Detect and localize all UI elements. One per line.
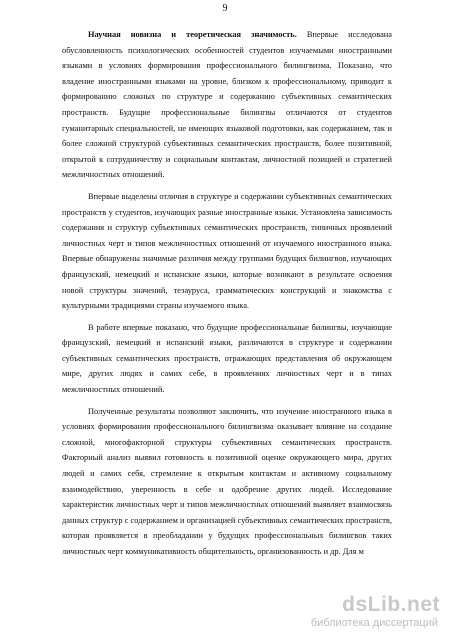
paragraph-3: В работе впервые показано, что будущие профессиональные билингвы, изучающие французский, немецкий и испанский языки, различаются в структуре и содержании субъективных семантических пространств, отражающих представления об окружающем мире, других людях и самих себе, в проявлениях личностных черт и в типах межличностных отношений. [62, 322, 392, 395]
paragraph-4: Полученные результаты позволяют заключить, что изучение иностранного языка в условиях формирования профессионального билингвизма оказывает влияние на создание сложной, многофакторной структуры субъективных семантических пространств. Факторный анализ выявил готовность к позитивной оценке окружающего мира, других людей и самих себя, стремление к открытым контактам и активному социальному взаимодействию, уверенность в себе и одобрение других людей. Исследование характеристик личностных черт и типов межличностных отношений выявляет взаимосвязь данных структур с содержанием и организацией субъективных семантических пространств, которая проявляется в преобладании у будущих профессиональных билингвов таких личностных черт коммуникативность общительность, организованность и др. Для м [62, 406, 392, 556]
document-body [62, 27, 392, 566]
paragraph-2: Впервые выделены отличия в структуре и содержании субъективных семантических пространств у студентов, изучающих разные иностранные языки. Установлена зависимость содержания и структур субъективных семантических пространств, типичных проявлений личностных черт и типов межличностных отношений от изучаемого иностранного языка. Впервые обнаружены значимые различия между группами будущих билингвов, изучающих французский, немецкий и испанские языки, которые возникают в результате освоения новой структуры значений, тезауруса, грамматических конструкций и знакомства с культурными традициями страны изучаемого языка. [62, 191, 392, 311]
section-lead-heading: Научная новизна и теоретическая значимость. [88, 30, 297, 39]
watermark-logo: dsLib.net [342, 593, 440, 616]
dslib-watermark [300, 593, 440, 633]
watermark-subtitle: библиотека диссертаций [310, 617, 438, 629]
paragraph-1-text: Впервые исследована обусловленность психологических особенностей студентов изучаемыми иностранными языками в условиях формирования профессионального билингвизма. Показано, что владение иностранными языками на уровне, близком к профессиональному, приводит к формированию сложных по структуре и содержанию субъективных семантических пространств. Будущие профессиональные билингвы отличаются от студентов гуманитарных специальностей, не имеющих языковой подготовки, как содержанием, так и более сложной структурой субъективных семантических пространств, более позитивной, открытой к сотрудничеству и социальным контактам, личностной позицией и стратегией межличностных отношений. [62, 30, 393, 180]
paragraph-novelty [62, 27, 392, 183]
page-number: 9 [222, 3, 228, 14]
